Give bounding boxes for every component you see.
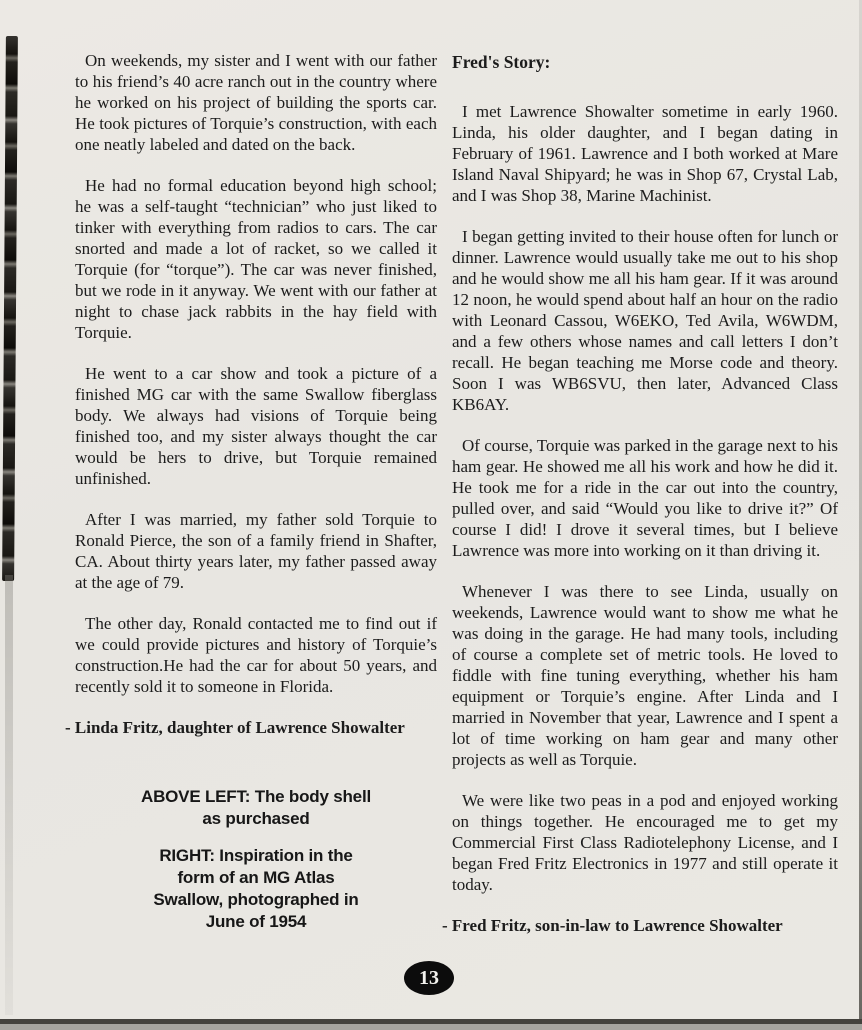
author-signature-linda: - Linda Fritz, daughter of Lawrence Showalter bbox=[65, 718, 405, 737]
caption-line: June of 1954 bbox=[205, 912, 307, 931]
scan-background-strip bbox=[0, 1024, 862, 1030]
binding-edge-fade bbox=[5, 575, 13, 1015]
paragraph: On weekends, my sister and I went with our father to his friend’s 40 acre ranch out in the country where he worked on his project of building the sports car. He took pictures of Torquie’s construction, with each one neatly labeled and dated on the back. bbox=[75, 51, 437, 154]
paragraph: He went to a car show and took a picture of a finished MG car with the same Swallow fiberglass body. We always had visions of Torquie being finished too, and my sister always thought the car would be hers to drive, but Torquie remained unfinished. bbox=[75, 364, 437, 488]
photo-captions bbox=[75, 786, 437, 933]
paragraph: He had no formal education beyond high school; he was a self-taught “technician” who just liked to tinker with everything from radios to cars. The car snorted and made a lot of racket, so we called it Torquie (for “torque”). The car was never finished, but we rode in it anyway. We went with our father at night to chase jack rabbits in the hay field with Torquie. bbox=[75, 176, 437, 342]
author-signature-fred: - Fred Fritz, son-in-law to Lawrence Showalter bbox=[442, 916, 783, 935]
page-number: 13 bbox=[419, 966, 439, 989]
caption-line: ABOVE LEFT: The body shell bbox=[141, 787, 371, 806]
caption-above-left bbox=[75, 786, 437, 830]
paragraph: After I was married, my father sold Torquie to Ronald Pierce, the son of a family friend in Shafter, CA. About thirty years later, my father passed away at the age of 79. bbox=[75, 510, 437, 592]
caption-line: as purchased bbox=[202, 809, 310, 828]
caption-line: Swallow, photographed in bbox=[153, 890, 359, 909]
caption-line: RIGHT: Inspiration in the bbox=[159, 846, 353, 865]
binding-edge-artifact bbox=[2, 36, 18, 581]
paragraph: The other day, Ronald contacted me to find out if we could provide pictures and history of Torquie’s construction.He had the car for about 50 years, and recently sold it to someone in Florida. bbox=[75, 614, 437, 696]
left-column bbox=[65, 50, 437, 948]
page-number-badge bbox=[404, 961, 454, 995]
section-heading: Fred's Story: bbox=[452, 52, 551, 72]
caption-right bbox=[75, 845, 437, 933]
paragraph: Whenever I was there to see Linda, usually on weekends, Lawrence would want to show me what he was doing in the garage. He had many tools, including of course a complete set of metric tools. He loved to fiddle with fine tuning everything, whether his ham equipment or Torquie’s engine. After Linda and I married in November that year, Lawrence and I spent a lot of time working on ham gear and many other projects as well as Torquie. bbox=[452, 582, 838, 769]
paragraph: We were like two peas in a pod and enjoyed working on things together. He encouraged me to get my Commercial First Class Radiotelephony License, and I began Fred Fritz Electronics in 1977 and still operate it today. bbox=[452, 791, 838, 894]
paragraph: Of course, Torquie was parked in the garage next to his ham gear. He showed me all his work and how he did it. He took me for a ride in the car out into the country, pulled over, and said “Would you like to drive it?” Of course I did! I drove it several times, but I believe Lawrence was more into working on it than driving it. bbox=[452, 436, 838, 560]
paragraph: I began getting invited to their house often for lunch or dinner. Lawrence would usually take me out to his shop and he would show me all his ham gear. If it was around 12 noon, he would spend about half an hour on the radio with Leonard Cassou, W6EKO, Ted Avila, W6WDM, and a few others whose names and call letters I don’t recall. He began teaching me Morse code and theory. Soon I was WB6SVU, then later, Advanced Class KB6AY. bbox=[452, 227, 838, 414]
caption-line: form of an MG Atlas bbox=[177, 868, 335, 887]
paragraph: I met Lawrence Showalter sometime in early 1960. Linda, his older daughter, and I began dating in February of 1961. Lawrence and I both worked at Mare Island Naval Shipyard; he was in Shop 67, Crystal Lab, and I was Shop 38, Marine Machinist. bbox=[452, 102, 838, 205]
right-column bbox=[442, 52, 838, 936]
